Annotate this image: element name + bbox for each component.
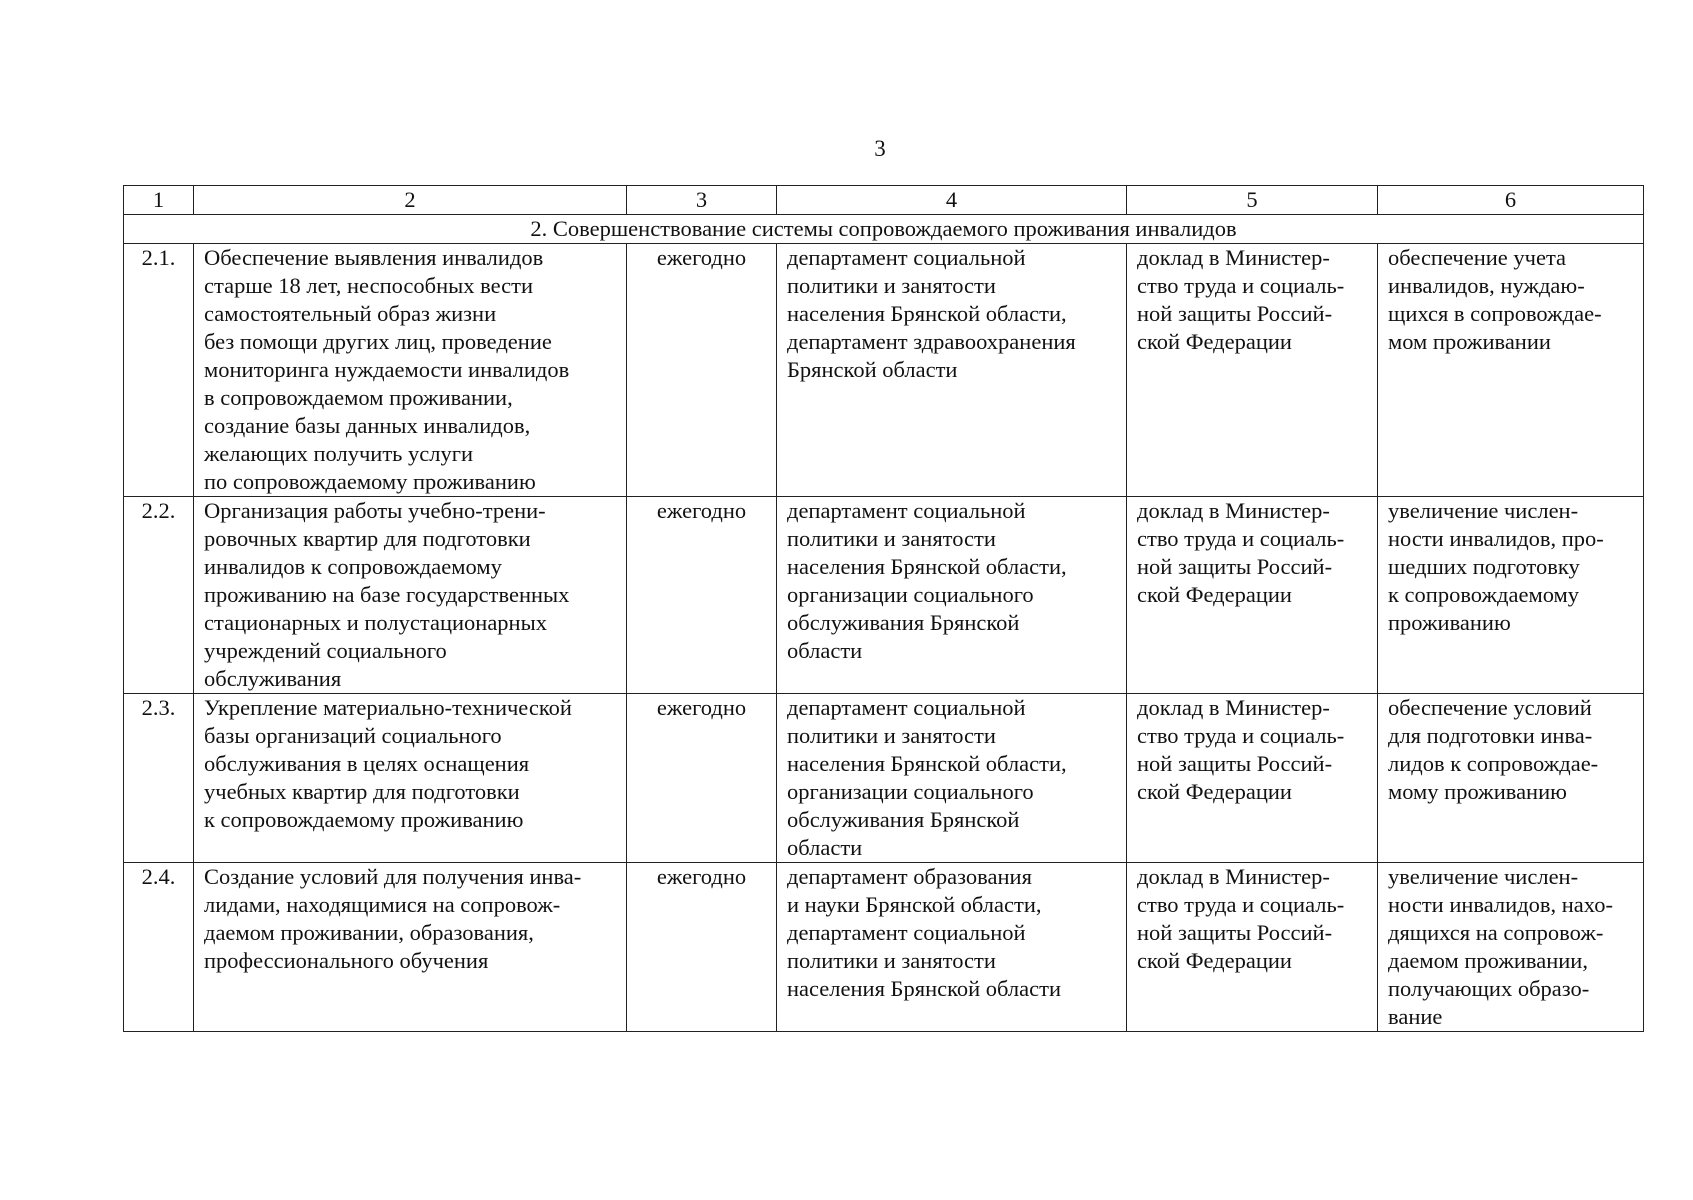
- activity-cell: Организация работы учебно-трени- ровочных квартир для подготовки инвалидов к сопровождаемому проживанию на базе государственных стационарных и полустационарных учреждений социального обслуживания: [194, 497, 627, 694]
- item-number: 2.3.: [124, 694, 194, 863]
- section-title: 2. Совершенствование системы сопровождаемого проживания инвалидов: [124, 215, 1644, 244]
- term-cell: ежегодно: [627, 694, 777, 863]
- executor-cell: департамент социальной политики и занятости населения Брянской области, организации социального обслуживания Брянской области: [777, 497, 1127, 694]
- executor-cell: департамент образования и науки Брянской области, департамент социальной политики и занятости населения Брянской области: [777, 863, 1127, 1032]
- column-number: 6: [1378, 186, 1644, 215]
- table-row: [124, 244, 1644, 497]
- item-number: 2.2.: [124, 497, 194, 694]
- column-number: 2: [194, 186, 627, 215]
- column-number: 4: [777, 186, 1127, 215]
- activity-cell: Создание условий для получения инва- лидами, находящимися на сопровож- даемом проживании, образования, профессионального обучения: [194, 863, 627, 1032]
- outcome-cell: обеспечение учета инвалидов, нуждаю- щихся в сопровождае- мом проживании: [1378, 244, 1644, 497]
- outcome-cell: увеличение числен- ности инвалидов, про- шедших подготовку к сопровождаемому проживанию: [1378, 497, 1644, 694]
- table-row: [124, 863, 1644, 1032]
- column-number: 1: [124, 186, 194, 215]
- activity-cell: Обеспечение выявления инвалидов старше 18 лет, неспособных вести самостоятельный образ жизни без помощи других лиц, проведение мониторинга нуждаемости инвалидов в сопровождаемом проживании, создание базы данных инвалидов, желающих получить услуги по сопровождаемому проживанию: [194, 244, 627, 497]
- item-number: 2.1.: [124, 244, 194, 497]
- executor-cell: департамент социальной политики и занятости населения Брянской области, департамент здравоохранения Брянской области: [777, 244, 1127, 497]
- result-cell: доклад в Министер- ство труда и социаль- ной защиты Россий- ской Федерации: [1127, 863, 1378, 1032]
- term-cell: ежегодно: [627, 244, 777, 497]
- section-header-row: [124, 215, 1644, 244]
- result-cell: доклад в Министер- ство труда и социаль- ной защиты Россий- ской Федерации: [1127, 497, 1378, 694]
- column-number-row: [124, 186, 1644, 215]
- term-cell: ежегодно: [627, 863, 777, 1032]
- outcome-cell: обеспечение условий для подготовки инва- лидов к сопровождае- мому проживанию: [1378, 694, 1644, 863]
- outcome-cell: увеличение числен- ности инвалидов, нахо- дящихся на сопровож- даемом проживании, получающих образо- вание: [1378, 863, 1644, 1032]
- result-cell: доклад в Министер- ство труда и социаль- ной защиты Россий- ской Федерации: [1127, 244, 1378, 497]
- term-cell: ежегодно: [627, 497, 777, 694]
- activity-cell: Укрепление материально-технической базы организаций социального обслуживания в целях оснащения учебных квартир для подготовки к сопровождаемому проживанию: [194, 694, 627, 863]
- item-number: 2.4.: [124, 863, 194, 1032]
- column-number: 3: [627, 186, 777, 215]
- executor-cell: департамент социальной политики и занятости населения Брянской области, организации социального обслуживания Брянской области: [777, 694, 1127, 863]
- page-number: 3: [874, 136, 886, 161]
- action-plan-table: [123, 185, 1644, 1032]
- table-row: [124, 497, 1644, 694]
- table-row: [124, 694, 1644, 863]
- column-number: 5: [1127, 186, 1378, 215]
- result-cell: доклад в Министер- ство труда и социаль- ной защиты Россий- ской Федерации: [1127, 694, 1378, 863]
